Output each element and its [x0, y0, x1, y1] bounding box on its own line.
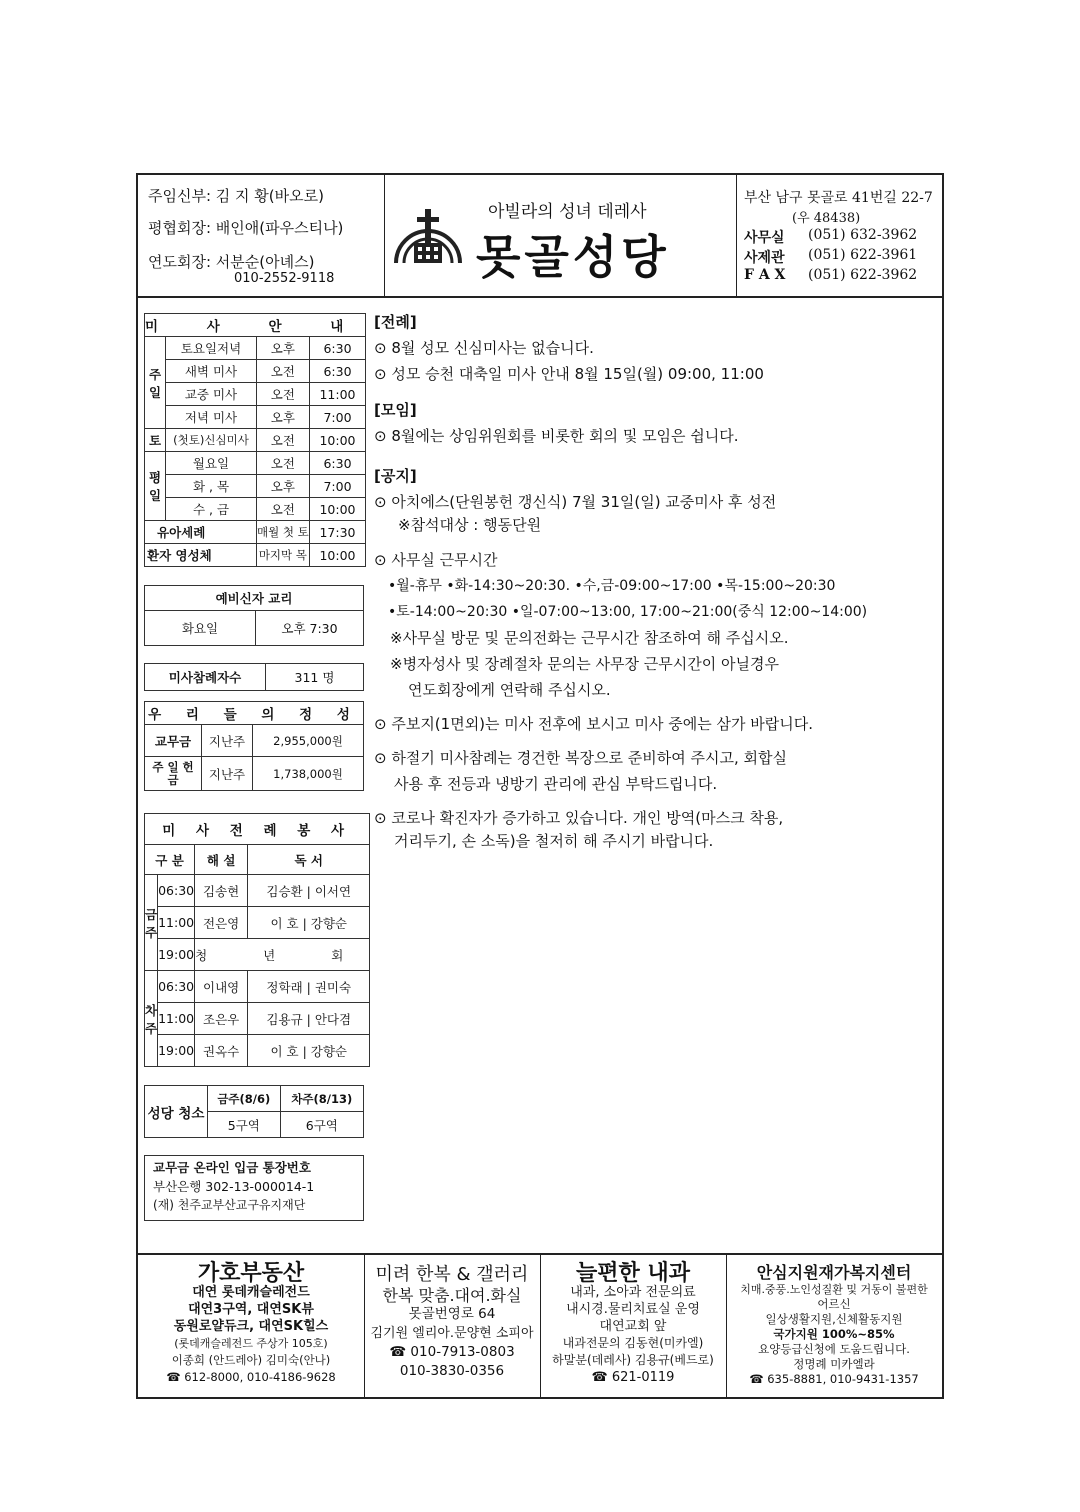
server-commentator: 권옥수: [195, 1035, 248, 1067]
cleaning-label: 성당 청소: [145, 1086, 208, 1138]
ad-line: 이종희 (안드레아) 김미숙(안나): [171, 1353, 331, 1367]
ad-line: 치매.중풍.노인성질환 및 거동이 불편한: [740, 1283, 928, 1296]
weekday-label: 평일: [145, 452, 166, 521]
notice-line: ⊙ 주보지(1면외)는 미사 전후에 보시고 미사 중에는 삼가 바랍니다.: [374, 715, 813, 733]
notice-line: •토-14:00~20:30 •일-07:00~13:00, 17:00~21:00(중식 12:00~14:00): [388, 604, 868, 620]
server-reader: 안다겸: [314, 1011, 352, 1027]
sunday-label: 주일: [145, 337, 166, 429]
mass-name: 토요일저녁: [166, 337, 257, 360]
mass-ampm: 오전: [257, 498, 310, 521]
mass-ampm: 오후: [257, 337, 310, 360]
server-reader: 김승환: [266, 883, 303, 899]
sick-communion-label: 환자 영성체: [145, 544, 257, 567]
col-reader: 독 서: [248, 845, 370, 875]
staff-info: [138, 175, 385, 296]
server-time: 19:00: [158, 1035, 195, 1067]
parish-chair-phone: 010-2552-9118: [234, 271, 335, 286]
server-time: 11:00: [158, 907, 195, 939]
server-reader: 강향순: [310, 1043, 347, 1059]
church-fee-amount: 2,955,000원: [253, 725, 364, 757]
mass-ampm: 오후: [257, 475, 310, 498]
ad-line: 요양등급신청에 도움드립니다.: [758, 1342, 910, 1356]
sick-communion-when: 마지막 목: [257, 544, 310, 567]
mass-name: 월요일: [166, 452, 257, 475]
mass-time: 10:00: [309, 429, 366, 452]
mass-ampm: 오전: [257, 452, 310, 475]
ad-line: 어르신: [817, 1297, 851, 1311]
ad-line: ☎ 621-0119: [591, 1370, 675, 1385]
server-readers: 이 호 | 강향순: [248, 1035, 370, 1067]
server-time: 11:00: [158, 1003, 195, 1035]
church-name: 못골성당: [476, 230, 670, 284]
bank-holder: (재) 천주교부산교구유지재단: [153, 1198, 306, 1212]
cleaning-this-zone: 5구역: [208, 1112, 281, 1138]
server-commentator: 전은영: [195, 907, 248, 939]
church-subtitle: 아빌라의 성녀 데레사: [488, 202, 647, 222]
notice-line: ⊙ 아치에스(단원봉헌 갱신식) 7월 31일(일) 교중미사 후 성전: [374, 493, 777, 511]
server-time: 19:00: [158, 939, 195, 971]
rectory-label: 사제관: [744, 250, 785, 266]
ad-line: ☎ 612-8000, 010-4186-9628: [166, 1370, 336, 1384]
server-readers: 정학래 | 권미숙: [248, 971, 370, 1003]
contact-info: [736, 175, 942, 296]
notice-line: ※참석대상 : 행동단원: [398, 516, 542, 534]
catechumen-table: [144, 585, 364, 646]
ad-line: 한복 맞춤.대여.화실: [382, 1286, 522, 1305]
notice-line: ⊙ 성모 승천 대축일 미사 안내 8월 15일(월) 09:00, 11:00: [374, 365, 764, 383]
server-reader: 권미숙: [314, 979, 352, 995]
server-commentator: 조은우: [195, 1003, 248, 1035]
notice-line: ⊙ 하절기 미사참례는 경건한 복장으로 준비하여 주시고, 회합실: [374, 749, 787, 767]
mass-name: (첫토)신심미사: [166, 429, 257, 452]
servers-title: 미 사 전 례 봉 사: [145, 814, 370, 845]
cleaning-this-head: 금주(8/6): [208, 1086, 281, 1112]
ad-title: 가호부동산: [197, 1261, 305, 1286]
office-label: 사무실: [744, 230, 785, 246]
liturgy-heading: [전례]: [374, 313, 417, 331]
server-reader: 이 호: [270, 915, 299, 931]
baptism-when: 매월 첫 토: [257, 521, 310, 544]
mass-ampm: 오전: [257, 360, 310, 383]
church-title-block: [384, 175, 737, 296]
server-youth-group: 청 년 회: [195, 939, 370, 971]
server-reader: 이 호: [270, 1043, 299, 1059]
ads-row: [138, 1253, 942, 1399]
ad-realestate: [138, 1255, 365, 1399]
ad-line: 010-3830-0356: [399, 1363, 505, 1379]
this-week-label: 금주: [145, 875, 158, 971]
attendance-table: [144, 663, 364, 691]
offering-table: [144, 701, 364, 791]
saturday-label: 토: [145, 429, 166, 452]
server-reader: 정학래: [266, 979, 303, 995]
notice-line: 거리두기, 손 소독)을 철저히 해 주시기 바랍니다.: [394, 832, 714, 850]
server-commentator: 김송현: [195, 875, 248, 907]
mass-time: 6:30: [309, 360, 366, 383]
bank-account-box: [144, 1155, 364, 1221]
parish-chair: 연도회장: 서분순(아녜스): [148, 253, 315, 271]
mass-name: 교중 미사: [166, 383, 257, 406]
mass-time: 11:00: [309, 383, 366, 406]
notice-line: •월-휴무 •화-14:30~20:30. •수,금-09:00~17:00 •목-15:00~20:30: [388, 578, 836, 594]
notice-line: ⊙ 8월 성모 신심미사는 없습니다.: [374, 339, 594, 357]
notice-line: ※사무실 방문 및 문의전화는 근무시간 참조하여 해 주십시오.: [390, 629, 789, 647]
servers-table: [144, 813, 370, 1067]
cleaning-next-head: 차주(8/13): [280, 1086, 363, 1112]
bank-title: 교무금 온라인 입금 통장번호: [153, 1160, 311, 1175]
server-reader: 김용규: [266, 1011, 303, 1027]
ad-line: ☎ 010-7913-0803: [389, 1344, 515, 1360]
last-week-label: 지난주: [202, 725, 253, 757]
baptism-label: 유아세례: [145, 521, 257, 544]
mass-time: 7:00: [309, 475, 366, 498]
ad-hanbok: [364, 1255, 541, 1399]
mass-ampm: 오전: [257, 429, 310, 452]
address: 부산 남구 못골로 41번길 22-7: [744, 190, 933, 206]
server-commentator: 이내영: [195, 971, 248, 1003]
pastor: 주임신부: 김 지 황(바오로): [148, 187, 324, 205]
ad-line: 김기원 엘리아.문양현 소피아: [370, 1326, 534, 1341]
sunday-collection-label: 주 일 헌 금: [145, 757, 202, 791]
zip-code: (우 48438): [792, 211, 861, 226]
sick-communion-time: 10:00: [309, 544, 366, 567]
server-time: 06:30: [158, 875, 195, 907]
cleaning-next-zone: 6구역: [280, 1112, 363, 1138]
header: [138, 175, 942, 298]
col-division: 구 분: [145, 845, 195, 875]
meeting-heading: [모임]: [374, 401, 417, 419]
church-fee-label: 교무금: [145, 725, 202, 757]
sunday-collection-amount: 1,738,000원: [253, 757, 364, 791]
ad-line: 대연 롯데캐슬레전드: [192, 1285, 310, 1300]
ad-line: 못골번영로 64: [408, 1306, 496, 1322]
mass-time: 6:30: [309, 337, 366, 360]
ad-line: 내과, 소아과 전문의료: [570, 1285, 696, 1300]
ad-title: 미려 한복 & 갤러리: [375, 1264, 529, 1285]
church-logo-icon: [392, 205, 464, 267]
fax-label: F A X: [744, 267, 786, 283]
server-reader: 이서연: [314, 883, 352, 899]
catechumen-time: 오후 7:30: [256, 611, 364, 646]
ad-line: 국가지원 100%~85%: [773, 1327, 895, 1341]
server-readers: 이 호 | 강향순: [248, 907, 370, 939]
mass-ampm: 오전: [257, 383, 310, 406]
next-week-label: 차주: [145, 971, 158, 1067]
server-readers: 김승환 | 이서연: [248, 875, 370, 907]
mass-name: 화 , 목: [166, 475, 257, 498]
ad-title: 늘편한 내과: [576, 1261, 690, 1286]
ad-line: 내시경.물리치료실 운영: [566, 1302, 700, 1317]
notice-line: 사용 후 전등과 냉방기 관리에 관심 부탁드립니다.: [394, 775, 718, 793]
mass-name: 새벽 미사: [166, 360, 257, 383]
mass-time: 6:30: [309, 452, 366, 475]
notice-line: 연도회장에게 연락해 주십시오.: [408, 681, 611, 699]
catechumen-title: 예비신자 교리: [145, 586, 364, 611]
cleaning-table: [144, 1085, 364, 1138]
mass-name: 수 , 금: [166, 498, 257, 521]
council-chair: 평협회장: 배인애(파우스티나): [148, 219, 344, 237]
baptism-time: 17:30: [309, 521, 366, 544]
ad-clinic: [540, 1255, 727, 1399]
ad-line: 정명례 미카엘라: [793, 1357, 875, 1371]
ad-welfare-center: [726, 1255, 942, 1399]
ad-title: 안심지원재가복지센터: [756, 1263, 912, 1282]
ad-line: 내과전문의 김동현(미카엘): [562, 1336, 704, 1350]
server-readers: 김용규 | 안다겸: [248, 1003, 370, 1035]
notice-line: ⊙ 코로나 확진자가 증가하고 있습니다. 개인 방역(마스크 착용,: [374, 809, 784, 827]
notice-line: ※병자성사 및 장례절차 문의는 사무장 근무시간이 아닐경우: [390, 655, 779, 673]
mass-time: 7:00: [309, 406, 366, 429]
col-commentator: 해 설: [195, 845, 248, 875]
bank-account: 부산은행 302-13-000014-1: [153, 1179, 315, 1194]
notice-heading: [공지]: [374, 467, 417, 485]
ad-line: 대연3구역, 대연SK뷰: [188, 1302, 314, 1317]
mass-name: 저녁 미사: [166, 406, 257, 429]
office-phone: (051) 632-3962: [808, 227, 918, 243]
last-week-label: 지난주: [202, 757, 253, 791]
mass-ampm: 오후: [257, 406, 310, 429]
attendance-label: 미사참례자수: [145, 664, 266, 691]
rectory-phone: (051) 622-3961: [808, 247, 918, 263]
ad-line: 하말분(데레사) 김용규(베드로): [552, 1353, 714, 1367]
server-reader: 강향순: [310, 915, 347, 931]
mass-guide-title: 미 사 안 내: [145, 314, 366, 337]
mass-guide-table: [144, 313, 366, 567]
notice-line: ⊙ 8월에는 상임위원회를 비롯한 회의 및 모임은 쉽니다.: [374, 427, 739, 445]
ad-line: 일상생활지원,신체활동지원: [765, 1312, 903, 1326]
attendance-value: 311 명: [266, 664, 364, 691]
ad-line: (롯데캐슬레전드 주상가 105호): [174, 1337, 328, 1350]
mass-time: 10:00: [309, 498, 366, 521]
ad-line: 대연교회 앞: [599, 1319, 667, 1334]
fax-phone: (051) 622-3962: [808, 267, 918, 283]
notice-line: ⊙ 사무실 근무시간: [374, 551, 498, 569]
offering-title: 우 리 들 의 정 성: [145, 702, 364, 725]
server-time: 06:30: [158, 971, 195, 1003]
ad-line: 동원로얄듀크, 대연SK힐스: [173, 1319, 329, 1334]
catechumen-day: 화요일: [145, 611, 256, 646]
notices-column: [374, 309, 940, 851]
ad-line: ☎ 635-8881, 010-9431-1357: [749, 1372, 919, 1386]
bulletin-frame: [136, 173, 944, 1399]
